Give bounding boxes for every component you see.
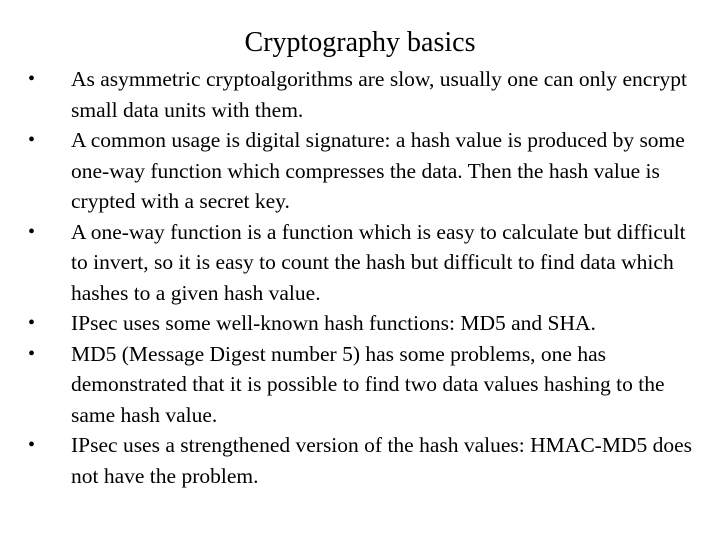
bullet-icon: •: [28, 434, 36, 456]
slide-title: [0, 24, 720, 62]
bullet-text: MD5 (Message Digest number 5) has some problems, one has demonstrated that it is possible to find two data values hashing to the same hash value.: [71, 341, 665, 427]
bullet-text: A common usage is digital signature: a hash value is produced by some one-way function which compresses the data. Then the hash value is crypted with a secret key.: [71, 128, 685, 213]
bullet-icon: •: [28, 220, 36, 243]
bullet-item: [28, 308, 700, 339]
bullet-icon: •: [28, 342, 36, 365]
bullet-item: [28, 430, 700, 491]
bullet-text: IPsec uses some well-known hash functions: MD5 and SHA.: [71, 311, 596, 335]
bullet-list: [28, 64, 700, 491]
bullet-item: [28, 64, 700, 125]
bullet-icon: •: [28, 129, 36, 151]
bullet-text: As asymmetric cryptoalgorithms are slow, usually one can only encrypt small data units with them.: [71, 67, 687, 122]
bullet-icon: •: [28, 312, 36, 334]
slide-title-text: Cryptography basics: [244, 27, 476, 58]
bullet-item: [28, 217, 700, 309]
bullet-icon: •: [28, 68, 36, 90]
bullet-text: A one-way function is a function which is easy to calculate but difficult to invert, so it is easy to count the hash but difficult to find data which hashes to a given hash value.: [71, 219, 686, 305]
bullet-item: [28, 339, 700, 431]
bullet-item: [28, 125, 700, 217]
bullet-text: IPsec uses a strengthened version of the hash values: HMAC-MD5 does not have the problem.: [71, 433, 692, 488]
